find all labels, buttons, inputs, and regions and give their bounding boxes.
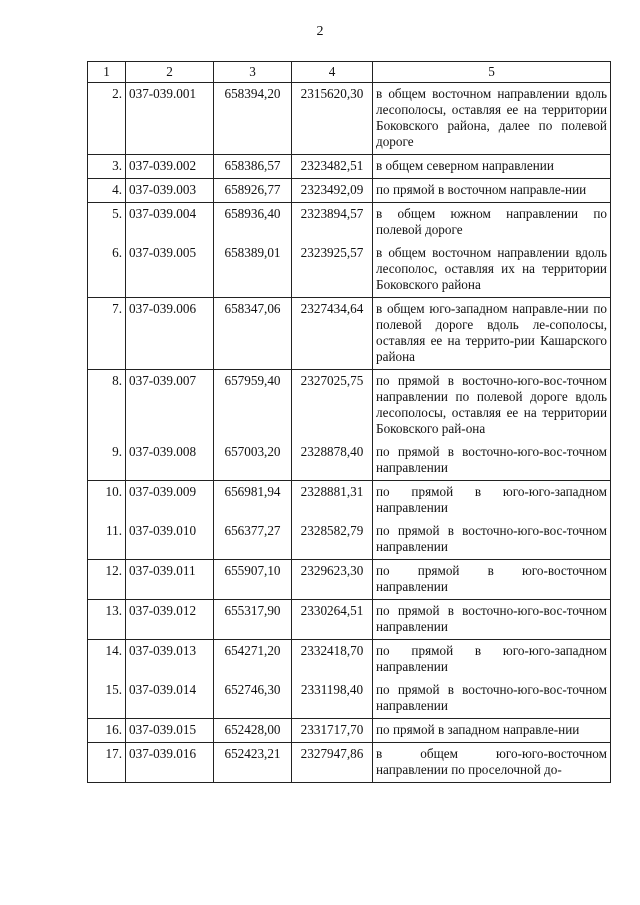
direction-description: по прямой в восточно-юго-вос-точном направлении xyxy=(373,600,611,640)
row-number: 5. xyxy=(88,203,126,243)
coordinate-x: 658394,20 xyxy=(214,83,292,155)
coordinate-x: 657959,40 xyxy=(214,370,292,442)
coordinate-x: 658389,01 xyxy=(214,242,292,298)
point-code: 037-039.013 xyxy=(126,640,214,680)
table-row xyxy=(88,441,611,481)
table-row xyxy=(88,600,611,640)
direction-description: в общем юго-юго-восточном направлении по проселочной до- xyxy=(373,743,611,783)
table-row xyxy=(88,719,611,743)
coordinates-table xyxy=(87,61,611,783)
coordinate-y: 2327025,75 xyxy=(292,370,373,442)
direction-description: по прямой в восточном направле-нии xyxy=(373,179,611,203)
coordinate-x: 658926,77 xyxy=(214,179,292,203)
coordinate-y: 2328881,31 xyxy=(292,481,373,521)
page-number: 2 xyxy=(316,24,324,39)
table-row xyxy=(88,83,611,155)
row-number: 3. xyxy=(88,155,126,179)
point-code: 037-039.004 xyxy=(126,203,214,243)
table-row xyxy=(88,203,611,243)
point-code: 037-039.015 xyxy=(126,719,214,743)
direction-description: по прямой в восточно-юго-вос-точном направлении xyxy=(373,679,611,719)
coordinate-y: 2331717,70 xyxy=(292,719,373,743)
direction-description: в общем восточном направлении вдоль лесополосы, оставляя ее на территории Боковского района, далее по полевой дороге xyxy=(373,83,611,155)
table-row xyxy=(88,640,611,680)
coordinate-y: 2323894,57 xyxy=(292,203,373,243)
row-number: 14. xyxy=(88,640,126,680)
point-code: 037-039.008 xyxy=(126,441,214,481)
coordinate-y: 2328878,40 xyxy=(292,441,373,481)
coordinate-y: 2323492,09 xyxy=(292,179,373,203)
table-row xyxy=(88,370,611,442)
coordinate-x: 656981,94 xyxy=(214,481,292,521)
coordinate-x: 652746,30 xyxy=(214,679,292,719)
row-number: 10. xyxy=(88,481,126,521)
coordinate-y: 2323482,51 xyxy=(292,155,373,179)
row-number: 17. xyxy=(88,743,126,783)
column-header-3: 3 xyxy=(214,62,292,83)
direction-description: по прямой в восточно-юго-вос-точном направлении xyxy=(373,520,611,560)
coordinate-x: 656377,27 xyxy=(214,520,292,560)
point-code: 037-039.006 xyxy=(126,298,214,370)
coordinate-x: 652423,21 xyxy=(214,743,292,783)
direction-description: в общем юго-западном направле-нии по полевой дороге вдоль ле-сополосы, оставляя ее на террито-рии Кашарского района xyxy=(373,298,611,370)
coordinate-y: 2331198,40 xyxy=(292,679,373,719)
direction-description: по прямой в юго-юго-западном направлении xyxy=(373,481,611,521)
row-number: 7. xyxy=(88,298,126,370)
table-row xyxy=(88,481,611,521)
direction-description: по прямой в восточно-юго-вос-точном направлении xyxy=(373,441,611,481)
row-number: 12. xyxy=(88,560,126,600)
point-code: 037-039.012 xyxy=(126,600,214,640)
point-code: 037-039.016 xyxy=(126,743,214,783)
point-code: 037-039.003 xyxy=(126,179,214,203)
coordinate-y: 2328582,79 xyxy=(292,520,373,560)
column-header-1: 1 xyxy=(88,62,126,83)
direction-description: в общем восточном направлении вдоль лесополос, оставляя их на территории Боковского района xyxy=(373,242,611,298)
table-row xyxy=(88,298,611,370)
coordinate-x: 652428,00 xyxy=(214,719,292,743)
point-code: 037-039.005 xyxy=(126,242,214,298)
coordinate-y: 2327947,86 xyxy=(292,743,373,783)
point-code: 037-039.007 xyxy=(126,370,214,442)
table-row xyxy=(88,743,611,783)
row-number: 2. xyxy=(88,83,126,155)
row-number: 11. xyxy=(88,520,126,560)
coordinate-x: 654271,20 xyxy=(214,640,292,680)
direction-description: в общем южном направлении по полевой дороге xyxy=(373,203,611,243)
column-header-4: 4 xyxy=(292,62,373,83)
table-row xyxy=(88,155,611,179)
point-code: 037-039.010 xyxy=(126,520,214,560)
coordinate-x: 658347,06 xyxy=(214,298,292,370)
column-header-5: 5 xyxy=(373,62,611,83)
direction-description: в общем северном направлении xyxy=(373,155,611,179)
row-number: 4. xyxy=(88,179,126,203)
coordinate-y: 2332418,70 xyxy=(292,640,373,680)
table-header-row xyxy=(88,62,611,83)
coordinate-x: 658936,40 xyxy=(214,203,292,243)
table-row xyxy=(88,520,611,560)
row-number: 9. xyxy=(88,441,126,481)
table-row xyxy=(88,179,611,203)
point-code: 037-039.014 xyxy=(126,679,214,719)
coordinate-y: 2323925,57 xyxy=(292,242,373,298)
direction-description: по прямой в восточно-юго-вос-точном направлении по полевой дороге вдоль лесополосы, оставляя ее на территории Боковского рай-она xyxy=(373,370,611,442)
point-code: 037-039.001 xyxy=(126,83,214,155)
row-number: 15. xyxy=(88,679,126,719)
row-number: 6. xyxy=(88,242,126,298)
table-body xyxy=(88,83,611,783)
coordinate-x: 658386,57 xyxy=(214,155,292,179)
table-row xyxy=(88,242,611,298)
table-row xyxy=(88,679,611,719)
row-number: 8. xyxy=(88,370,126,442)
column-header-2: 2 xyxy=(126,62,214,83)
point-code: 037-039.002 xyxy=(126,155,214,179)
coordinate-y: 2329623,30 xyxy=(292,560,373,600)
direction-description: по прямой в юго-восточном направлении xyxy=(373,560,611,600)
table-row xyxy=(88,560,611,600)
coordinate-y: 2330264,51 xyxy=(292,600,373,640)
row-number: 16. xyxy=(88,719,126,743)
coordinate-x: 657003,20 xyxy=(214,441,292,481)
coordinate-x: 655907,10 xyxy=(214,560,292,600)
point-code: 037-039.011 xyxy=(126,560,214,600)
point-code: 037-039.009 xyxy=(126,481,214,521)
row-number: 13. xyxy=(88,600,126,640)
coordinate-y: 2327434,64 xyxy=(292,298,373,370)
direction-description: по прямой в юго-юго-западном направлении xyxy=(373,640,611,680)
direction-description: по прямой в западном направле-нии xyxy=(373,719,611,743)
coordinate-y: 2315620,30 xyxy=(292,83,373,155)
coordinate-x: 655317,90 xyxy=(214,600,292,640)
